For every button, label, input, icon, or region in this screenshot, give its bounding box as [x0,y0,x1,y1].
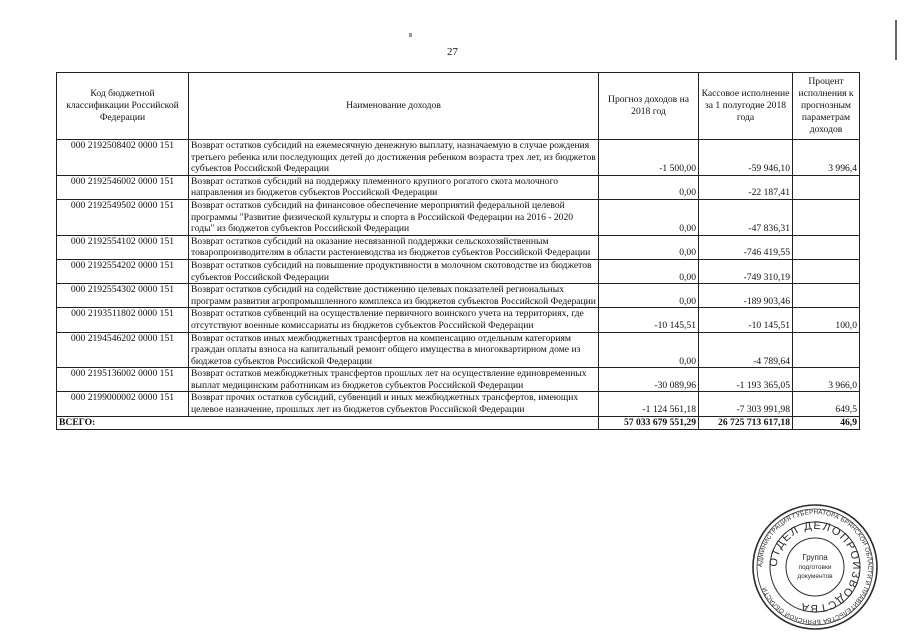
budget-revenue-table [56,72,860,430]
table-header-row [57,73,860,140]
row-cash: -189 903,46 [699,284,793,308]
row-forecast: -1 500,00 [599,140,699,176]
row-cash: -1 193 365,05 [699,368,793,392]
row-code: 000 2192554102 0000 151 [57,235,189,259]
total-percent: 46,9 [793,416,860,429]
row-code: 000 2199000002 0000 151 [57,392,189,416]
row-percent [793,199,860,235]
row-cash: -10 145,51 [699,308,793,332]
row-percent [793,235,860,259]
total-label: ВСЕГО: [57,416,599,429]
header-name: Наименование доходов [189,73,599,140]
row-cash: -7 303 991,98 [699,392,793,416]
row-forecast: 0,00 [599,332,699,368]
row-forecast: -1 124 561,18 [599,392,699,416]
row-code: 000 2192508402 0000 151 [57,140,189,176]
row-name: Возврат остатков субсидий на ежемесячную денежную выплату, назначаемую в случае рождения третьего ребенка или последующих детей до достижения ребенком возраста трех лет, из бюджетов субъектов Российской Федерации [189,140,599,176]
total-forecast: 57 033 679 551,29 [599,416,699,429]
row-cash: -749 310,19 [699,259,793,283]
row-percent: 3 966,0 [793,368,860,392]
row-cash: -47 836,31 [699,199,793,235]
row-name: Возврат остатков субсидий на повышение продуктивности в молочном скотоводстве из бюджетов субъектов Российской Федерации [189,259,599,283]
row-cash: -59 946,10 [699,140,793,176]
row-name: Возврат остатков иных межбюджетных трансфертов на компенсацию отдельным категориям граждан оплаты взноса на капитальный ремонт общего имущества в многоквартирном доме из бюджетов субъектов Российской Федерации [189,332,599,368]
row-name: Возврат остатков субсидий на содействие достижению целевых показателей региональных программ развития агропромышленного комплекса из бюджетов субъектов Российской Федерации [189,284,599,308]
row-percent [793,284,860,308]
official-stamp [750,502,880,632]
stamp-center-line: подготовки [798,564,832,571]
row-name: Возврат остатков субвенций на осуществление первичного воинского учета на территориях, где отсутствуют военные комиссариаты из бюджетов субъектов Российской Федерации [189,308,599,332]
row-percent: 3 996,4 [793,140,860,176]
stamp-center-line: документов [797,573,833,580]
row-forecast: 0,00 [599,284,699,308]
table-row [57,235,860,259]
row-percent [793,175,860,199]
row-cash: -4 789,64 [699,332,793,368]
header-cash: Кассовое исполнение за 1 полугодие 2018 года [699,73,793,140]
table-row [57,259,860,283]
table-row [57,392,860,416]
row-forecast: 0,00 [599,235,699,259]
header-percent: Процент исполнения к прогнозным параметрам доходов [793,73,860,140]
table-row [57,368,860,392]
total-cash: 26 725 713 617,18 [699,416,793,429]
row-forecast: 0,00 [599,199,699,235]
row-code: 000 2192554302 0000 151 [57,284,189,308]
row-percent: 100,0 [793,308,860,332]
scan-speck [409,33,412,37]
row-name: Возврат остатков межбюджетных трансфертов прошлых лет на осуществление единовременных выплат медицинским работникам из бюджетов субъектов Российской Федерации [189,368,599,392]
table-row [57,175,860,199]
row-code: 000 2195136002 0000 151 [57,368,189,392]
table-row [57,308,860,332]
table-row [57,140,860,176]
row-name: Возврат прочих остатков субсидий, субвенций и иных межбюджетных трансфертов, имеющих целевое назначение, прошлых лет из бюджетов субъектов Российской Федерации [189,392,599,416]
row-name: Возврат остатков субсидий на финансовое обеспечение мероприятий федеральной целевой программы "Развитие физической культуры и спорта в Российской Федерации на 2016 - 2020 годы" из бюджетов субъектов Российской Федерации [189,199,599,235]
header-code: Код бюджетной классификации Российской Федерации [57,73,189,140]
row-percent [793,259,860,283]
row-cash: -22 187,41 [699,175,793,199]
table-row [57,332,860,368]
stamp-outer-text: АДМИНИСТРАЦИЯ ГУБЕРНАТОРА БРЯНСКОЙ ОБЛАСТИ И ПРАВИТЕЛЬСТВА БРЯНСКОЙ ОБЛАСТИ [756,508,874,626]
row-forecast: -30 089,96 [599,368,699,392]
table-row [57,284,860,308]
row-name: Возврат остатков субсидий на оказание несвязанной поддержки сельскохозяйственным товаропроизводителям в области растениеводства из бюджетов субъектов Российской Федерации [189,235,599,259]
row-code: 000 2194546202 0000 151 [57,332,189,368]
row-forecast: 0,00 [599,175,699,199]
table-row [57,199,860,235]
total-row [57,416,860,429]
stamp-center-line: Группа [802,553,828,562]
row-name: Возврат остатков субсидий на поддержку племенного крупного рогатого скота молочного направления из бюджетов субъектов Российской Федерации [189,175,599,199]
row-code: 000 2192549502 0000 151 [57,199,189,235]
row-code: 000 2193511802 0000 151 [57,308,189,332]
row-cash: -746 419,55 [699,235,793,259]
row-percent [793,332,860,368]
header-forecast: Прогноз доходов на 2018 год [599,73,699,140]
stamp-middle-text: ОТДЕЛ ДЕЛОПРОИЗВОДСТВА [767,519,863,615]
page-number: 27 [447,46,458,58]
row-code: 000 2192554202 0000 151 [57,259,189,283]
row-forecast: 0,00 [599,259,699,283]
row-forecast: -10 145,51 [599,308,699,332]
row-percent: 649,5 [793,392,860,416]
row-code: 000 2192546002 0000 151 [57,175,189,199]
